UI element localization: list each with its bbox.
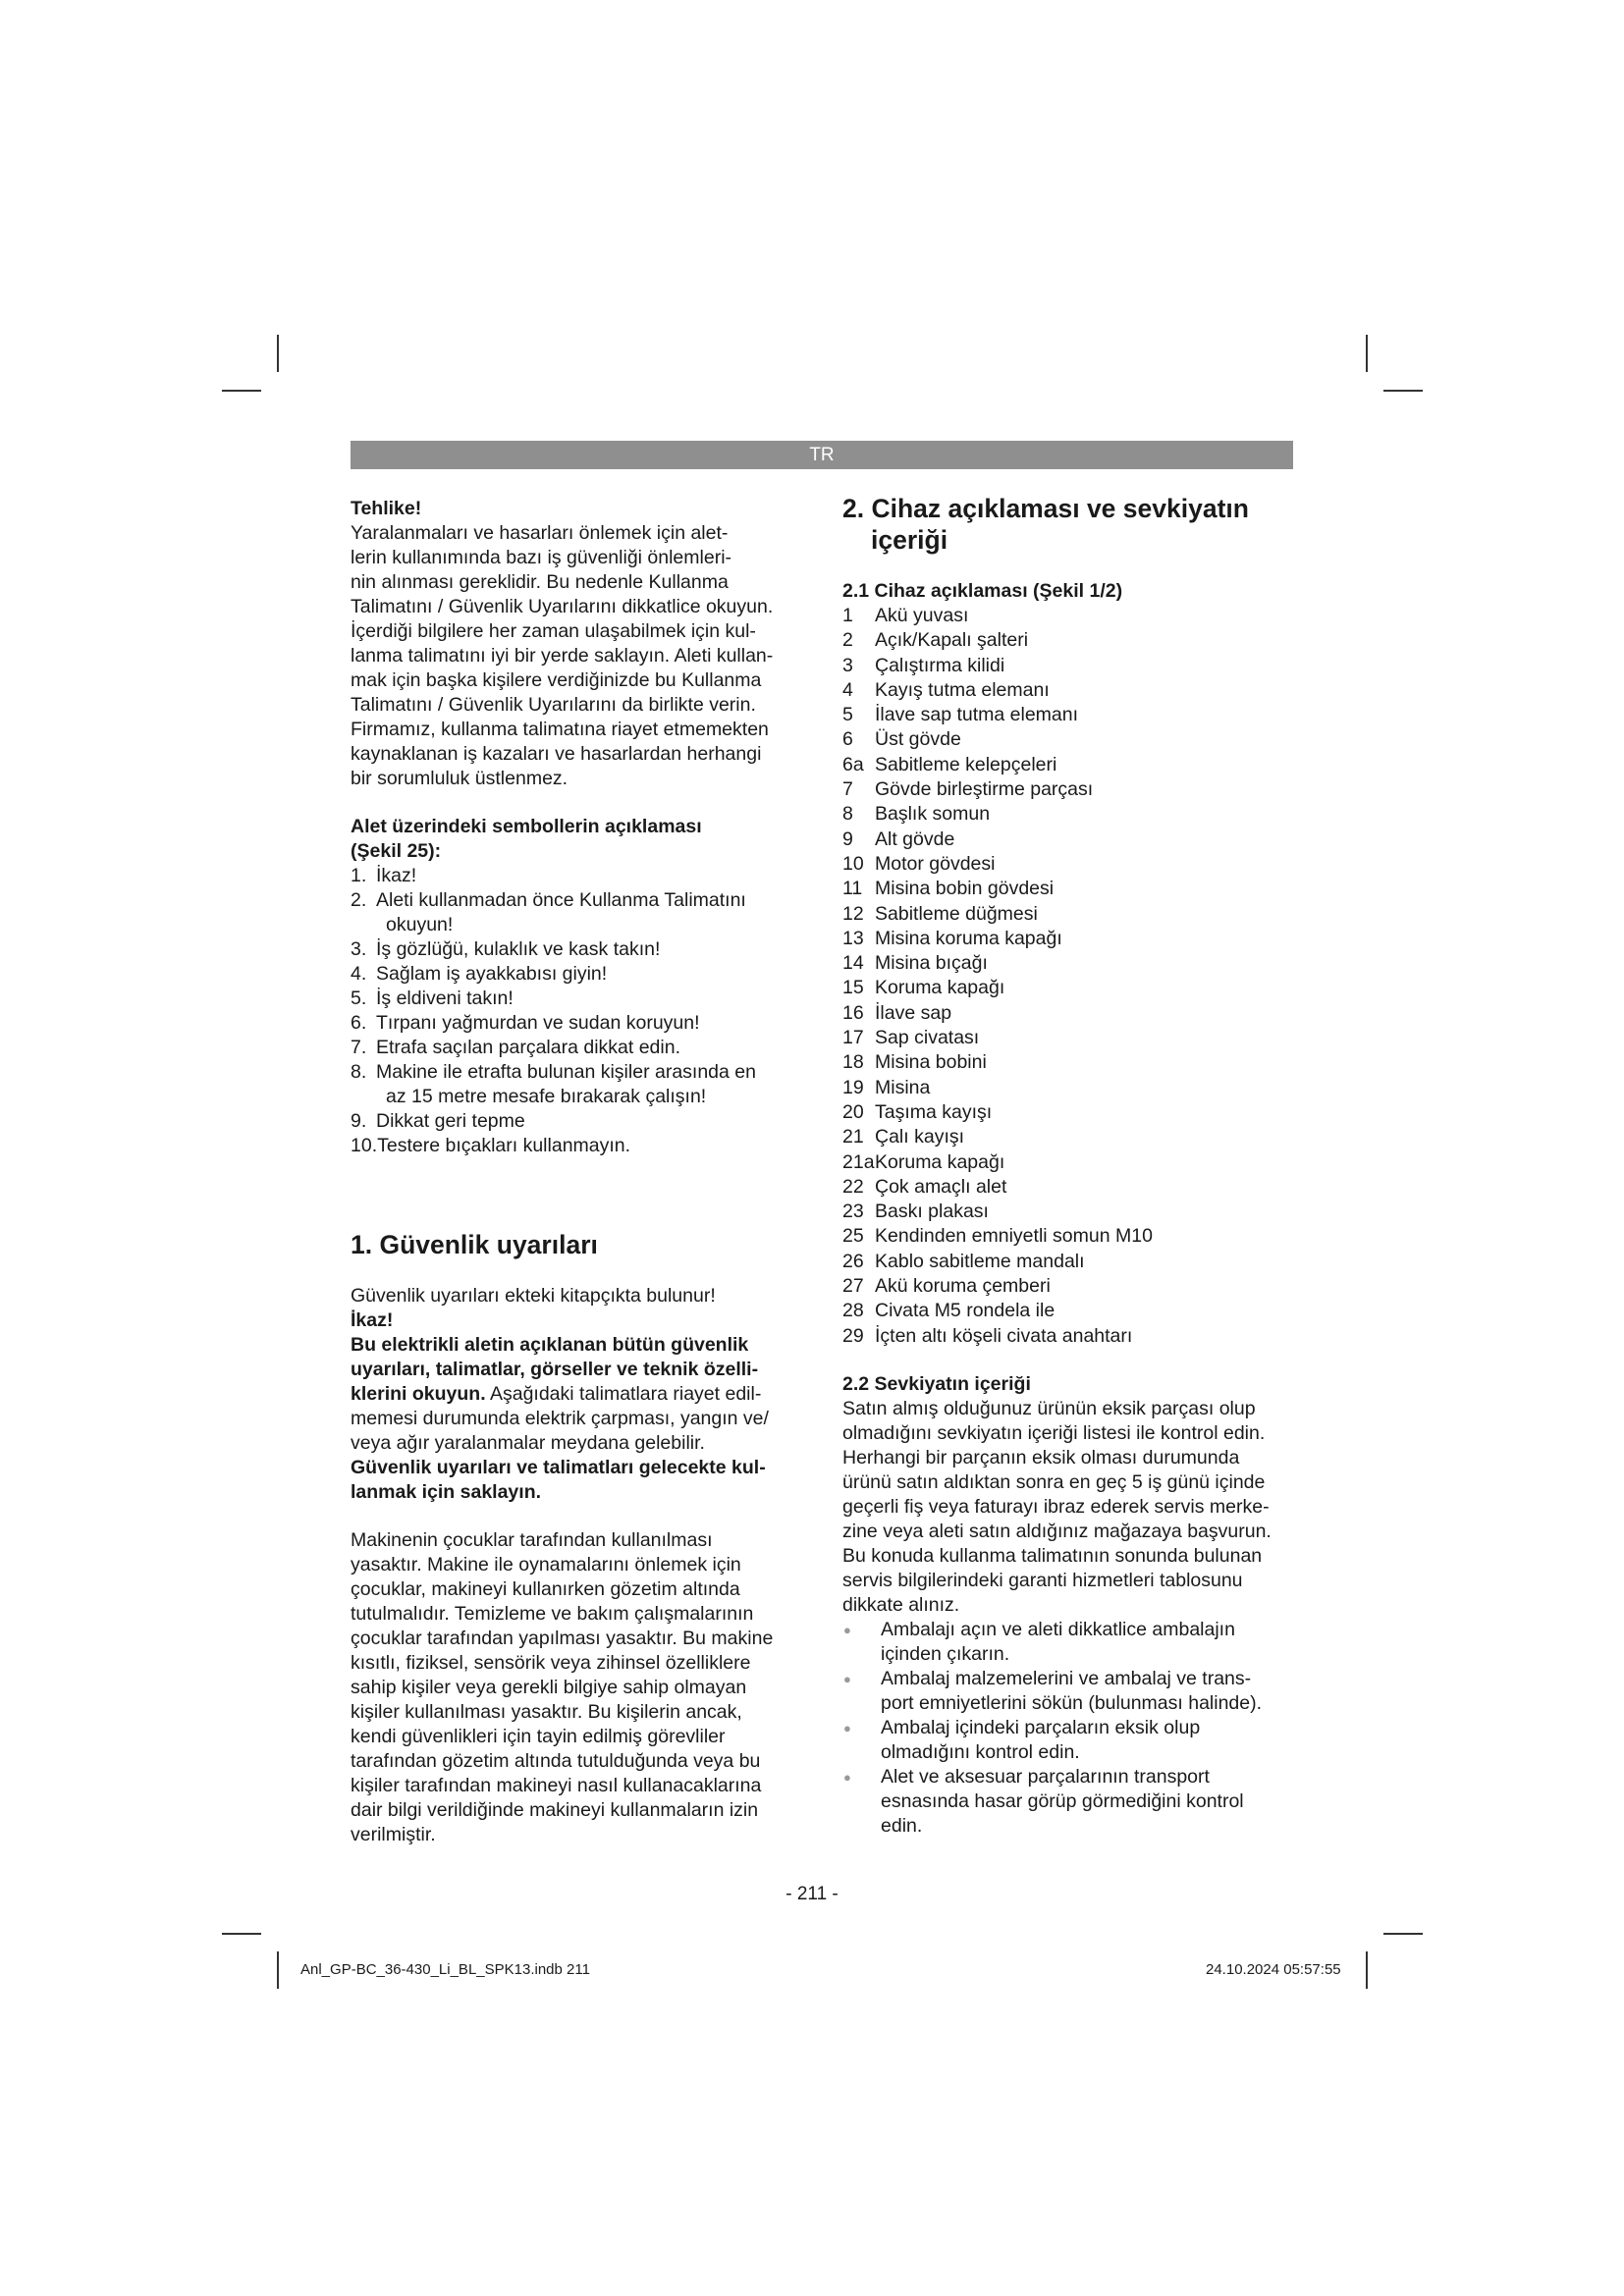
part-label: Misina bıçağı (875, 952, 988, 975)
delivery-text: Satın almış olduğunuz ürünün eksik parçası olup olmadığını sevkiyatın içeriği listesi ile kontrol edin. Herhangi bir parçanın eksik olması durumunda ürünü satın aldıktan sonra en geç 5 iş günü içinde geçerli fiş veya faturayı ibraz ederek servis merke- zine veya aleti satın aldığınız mağazaya başvurun. Bu konuda kullanma talimatının sonunda bulunan servis bilgilerindeki garanti hizmetleri tablosunu dikkate alınız. (842, 1397, 1272, 1616)
part-label: Akü yuvası (875, 605, 969, 626)
checklist-item (842, 1618, 1296, 1667)
footer-datetime: 24.10.2024 05:57:55 (1206, 1961, 1341, 1978)
part-label: Gövde birleştirme parçası (875, 778, 1094, 801)
part-label: Kendinden emniyetli somun M10 (875, 1225, 1153, 1248)
part-number: 5 (842, 704, 853, 726)
part-label: Çok amaçlı alet (875, 1175, 1007, 1198)
safety-intro: Güvenlik uyarıları ekteki kitapçıkta bulunur! (351, 1285, 716, 1307)
symbol-item (351, 937, 800, 962)
part-number: 21a (842, 1150, 875, 1173)
part-item (842, 1125, 1296, 1149)
symbol-number: 2. (351, 889, 367, 911)
crop-mark-bottom-left-horizontal (222, 1933, 261, 1935)
part-number: 16 (842, 1001, 864, 1024)
symbol-item (351, 1109, 800, 1134)
checklist-text: Alet ve aksesuar parçalarının transport esnasında hasar görüp görmediğini kontrol edin. (881, 1765, 1244, 1837)
part-item (842, 951, 1296, 976)
symbol-number: 8. (351, 1061, 367, 1083)
part-label: Misina koruma kapağı (875, 927, 1062, 949)
crop-mark-bottom-left-vertical (277, 1951, 279, 1989)
left-column (351, 497, 800, 1847)
part-item (842, 802, 1296, 827)
delivery-checklist (842, 1618, 1296, 1839)
part-number: 4 (842, 678, 853, 701)
device-description-title: 2.1 Cihaz açıklaması (Şekil 1/2) (842, 580, 1123, 602)
safety-keep-note: Güvenlik uyarıları ve talimatları gelecekte kul- lanmak için saklayın. (351, 1457, 766, 1503)
checklist-text: Ambalaj içindeki parçaların eksik olup olmadığını kontrol edin. (881, 1716, 1201, 1763)
symbol-text: Dikkat geri tepme (376, 1110, 525, 1132)
device-heading (842, 493, 1296, 556)
symbol-item (351, 1011, 800, 1036)
symbol-item (351, 1060, 800, 1109)
part-label: İlave sap tutma elemanı (875, 704, 1079, 726)
part-label: Misina (875, 1076, 931, 1098)
part-number: 6a (842, 753, 864, 775)
part-number: 27 (842, 1275, 864, 1298)
checklist-text: Ambalajı açın ve aleti dikkatlice ambalajın içinden çıkarın. (881, 1618, 1235, 1665)
part-item (842, 1050, 1296, 1075)
safety-warning-label: İkaz! (351, 1309, 394, 1331)
crop-mark-top-right-horizontal (1383, 390, 1423, 392)
safety-instructions (351, 1333, 800, 1456)
part-item (842, 1175, 1296, 1200)
symbol-number: 4. (351, 963, 367, 985)
part-item (842, 1274, 1296, 1299)
part-label: Çalıştırma kilidi (875, 654, 1005, 676)
checklist-item (842, 1765, 1296, 1839)
symbols-list (351, 864, 800, 1158)
symbol-text: İş eldiveni takın! (376, 988, 514, 1009)
part-label: Misina bobin gövdesi (875, 878, 1055, 900)
page-number: - 211 - (785, 1884, 839, 1904)
checklist-text: Ambalaj malzemelerini ve ambalaj ve trans- port emniyetlerini sökün (bulunması halinde). (881, 1667, 1263, 1714)
part-label: Taşıma kayışı (875, 1100, 993, 1123)
safety-instructions-text: Aşağıdaki talimatlara riayet edil- memesi durumunda elektrik çarpması, yangın ve/ veya ağır yaralanmalar meydana gelebilir. (351, 1383, 769, 1454)
symbol-text: İkaz! (376, 865, 417, 886)
symbol-item (351, 1134, 800, 1158)
part-number: 9 (842, 828, 853, 850)
part-label: Sabitleme kelepçeleri (875, 753, 1057, 775)
symbol-number: 10. (351, 1135, 378, 1156)
danger-title: Tehlike! (351, 498, 422, 519)
part-label: Koruma kapağı (875, 1150, 1005, 1173)
safety-instructions-bold: Bu elektrikli aletin açıklanan bütün güvenlik uyarıları, talimatlar, görseller ve teknik özelli- klerini okuyun. (351, 1334, 759, 1405)
bullet-icon: ● (843, 1622, 851, 1637)
part-item (842, 777, 1296, 802)
part-number: 11 (842, 878, 863, 900)
symbol-text: Etrafa saçılan parçalara dikkat edin. (376, 1037, 681, 1058)
danger-text: Yaralanmaları ve hasarları önlemek için alet- lerin kullanımında bazı iş güvenliği önlemleri- nin alınması gereklidir. Bu nedenle Kullanma Talimatını / Güvenlik Uyarılarını dikkatlice okuyun. İçerdiği bilgilere her zaman ulaşabilmek için kul- lanma talimatını iyi bir yerde saklayın. Aleti kullan- mak için başka kişilere verdiğinizde bu Kullanma Talimatını / Güvenlik Uyarılarını da birlikte verin. Firmamız, kullanma talimatına riayet etmemekten kaynaklanan iş kazaları ve hasarlardan herhangi bir sorumluluk üstlenmez. (351, 522, 774, 789)
part-label: Başlık somun (875, 803, 991, 826)
part-item (842, 753, 1296, 777)
crop-mark-top-left-horizontal (222, 390, 261, 392)
part-item (842, 976, 1296, 1000)
bullet-icon: ● (843, 1671, 851, 1686)
part-number: 22 (842, 1175, 864, 1198)
part-number: 17 (842, 1027, 864, 1049)
part-number: 1 (842, 605, 853, 626)
bullet-icon: ● (843, 1720, 851, 1735)
safety-heading: 1. Güvenlik uyarıları (351, 1230, 598, 1259)
symbol-number: 9. (351, 1110, 367, 1132)
bullet-icon: ● (843, 1769, 851, 1785)
part-number: 8 (842, 803, 853, 826)
part-item (842, 654, 1296, 678)
checklist-item (842, 1716, 1296, 1765)
symbol-text: Sağlam iş ayakkabısı giyin! (376, 963, 608, 985)
part-number: 6 (842, 728, 853, 751)
part-item (842, 852, 1296, 877)
part-item (842, 1026, 1296, 1050)
symbol-number: 6. (351, 1012, 367, 1034)
part-label: İçten altı köşeli civata anahtarı (875, 1324, 1133, 1347)
part-label: Koruma kapağı (875, 977, 1005, 999)
part-number: 13 (842, 927, 864, 949)
part-number: 20 (842, 1100, 864, 1123)
part-item (842, 1250, 1296, 1274)
part-item (842, 1224, 1296, 1249)
symbol-text: Testere bıçakları kullanmayın. (377, 1135, 631, 1156)
parts-list (842, 604, 1296, 1349)
part-number: 2 (842, 629, 853, 652)
crop-mark-bottom-right-horizontal (1383, 1933, 1423, 1935)
part-item (842, 604, 1296, 628)
part-item (842, 1324, 1296, 1349)
part-label: Misina bobini (875, 1051, 987, 1074)
device-heading-line2: içeriği (871, 525, 948, 555)
delivery-title: 2.2 Sevkiyatın içeriği (842, 1372, 1031, 1395)
symbol-number: 5. (351, 988, 367, 1009)
right-column (842, 493, 1296, 1839)
part-number: 15 (842, 977, 864, 999)
part-number: 10 (842, 852, 864, 875)
part-label: Sap civatası (875, 1027, 980, 1049)
device-heading-line1: 2. Cihaz açıklaması ve sevkiyatın (842, 494, 1249, 523)
symbol-text: Makine ile etrafta bulunan kişiler arasında en az 15 metre mesafe bırakarak çalışın! (376, 1061, 756, 1107)
part-item (842, 1200, 1296, 1224)
symbol-item (351, 962, 800, 987)
symbol-number: 7. (351, 1037, 367, 1058)
part-label: Üst gövde (875, 728, 961, 751)
part-item (842, 927, 1296, 951)
symbols-title: Alet üzerindeki sembollerin açıklaması (Şekil 25): (351, 816, 702, 862)
symbol-item (351, 864, 800, 888)
language-bar: TR (351, 441, 1293, 469)
part-item (842, 902, 1296, 927)
part-number: 12 (842, 902, 864, 925)
part-label: Kayış tutma elemanı (875, 678, 1050, 701)
symbol-item (351, 987, 800, 1011)
part-number: 21 (842, 1126, 864, 1148)
part-item (842, 703, 1296, 727)
part-label: Alt gövde (875, 828, 955, 850)
part-label: İlave sap (875, 1001, 952, 1024)
footer-file: Anl_GP-BC_36-430_Li_BL_SPK13.indb 211 (300, 1961, 590, 1978)
part-number: 25 (842, 1225, 864, 1248)
part-label: Çalı kayışı (875, 1126, 965, 1148)
part-number: 26 (842, 1250, 864, 1272)
crop-mark-top-left-vertical (277, 335, 279, 372)
crop-mark-top-right-vertical (1366, 335, 1368, 372)
part-label: Açık/Kapalı şalteri (875, 629, 1029, 652)
symbol-text: Aleti kullanmadan önce Kullanma Talimatını okuyun! (376, 889, 746, 935)
part-label: Sabitleme düğmesi (875, 902, 1038, 925)
part-label: Motor gövdesi (875, 852, 996, 875)
symbol-item (351, 888, 800, 937)
part-label: Civata M5 rondela ile (875, 1300, 1056, 1322)
part-number: 28 (842, 1300, 864, 1322)
part-number: 29 (842, 1324, 864, 1347)
part-item (842, 628, 1296, 653)
symbol-text: İş gözlüğü, kulaklık ve kask takın! (376, 938, 661, 960)
part-item (842, 1100, 1296, 1125)
part-label: Akü koruma çemberi (875, 1275, 1051, 1298)
checklist-item (842, 1667, 1296, 1716)
part-number: 18 (842, 1051, 864, 1074)
symbol-item (351, 1036, 800, 1060)
part-label: Baskı plakası (875, 1201, 989, 1223)
crop-mark-bottom-right-vertical (1366, 1951, 1368, 1989)
part-item (842, 1299, 1296, 1323)
part-item (842, 1150, 1296, 1175)
part-item (842, 877, 1296, 901)
part-item (842, 727, 1296, 752)
part-number: 7 (842, 778, 853, 801)
part-number: 14 (842, 952, 864, 975)
part-label: Kablo sabitleme mandalı (875, 1250, 1085, 1272)
part-number: 23 (842, 1201, 864, 1223)
part-item (842, 1076, 1296, 1100)
symbol-number: 3. (351, 938, 367, 960)
part-item (842, 1001, 1296, 1026)
symbol-text: Tırpanı yağmurdan ve sudan koruyun! (376, 1012, 700, 1034)
part-item (842, 828, 1296, 852)
part-number: 3 (842, 654, 853, 676)
part-number: 19 (842, 1076, 864, 1098)
part-item (842, 678, 1296, 703)
children-text: Makinenin çocuklar tarafından kullanılması yasaktır. Makine ile oynamalarını önlemek için çocuklar, makineyi kullanırken gözetim altında tutulmalıdır. Temizleme ve bakım çalışmalarının çocuklar tarafından yapılması yasaktır. Bu makine kısıtlı, fiziksel, sensörik veya zihinsel özelliklere sahip kişiler veya gerekli bilgiye sahip olmayan kişiler kullanılması yasaktır. Bu kişilerin ancak, kendi güvenlikleri için tayin edilmiş görevliler tarafından gözetim altında tutulduğunda veya bu kişiler tarafından makineyi nasıl kullanacaklarına dair bilgi verildiğinde makineyi kullanmaların izin verilmiştir. (351, 1529, 774, 1845)
symbol-number: 1. (351, 865, 367, 886)
